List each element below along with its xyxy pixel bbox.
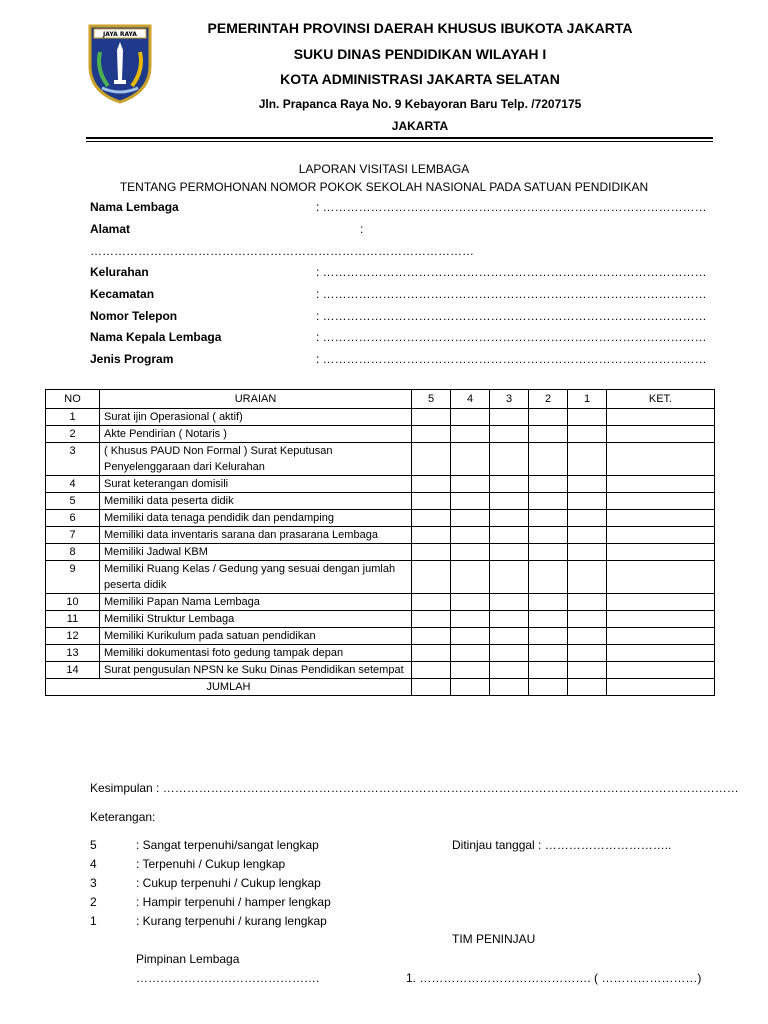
score-cell-ket[interactable] [607,594,715,611]
score-cell-3[interactable] [490,544,529,561]
score-cell-3[interactable] [490,611,529,628]
score-cell-3[interactable] [490,426,529,443]
header-ket: KET. [607,390,715,409]
score-cell-2[interactable] [529,594,568,611]
field-label-nama-kepala-lembaga: Nama Kepala Lembaga [90,330,222,344]
score-cell-4[interactable] [451,426,490,443]
score-cell-1[interactable] [568,628,607,645]
row-number: 9 [46,561,100,594]
score-cell-5[interactable] [412,544,451,561]
score-cell-4[interactable] [451,409,490,426]
score-cell-5[interactable] [412,611,451,628]
table-row [46,426,715,443]
jakarta-coat-of-arms-logo [86,22,154,104]
row-uraian: Memiliki Kurikulum pada satuan pendidikan [100,628,412,645]
score-cell-2[interactable] [529,426,568,443]
svg-text:JAYA RAYA: JAYA RAYA [103,31,137,38]
score-cell-1[interactable] [568,594,607,611]
total-cell-1[interactable] [568,679,607,696]
score-cell-2[interactable] [529,409,568,426]
score-cell-ket[interactable] [607,476,715,493]
score-cell-5[interactable] [412,426,451,443]
table-header-row [46,390,715,409]
table-row [46,611,715,628]
score-cell-1[interactable] [568,561,607,594]
pimpinan-lembaga-label: Pimpinan Lembaga [136,952,240,966]
field-value-alamat[interactable]: : [360,222,364,236]
legend-num: 3 [90,876,97,890]
field-label-jenis-program: Jenis Program [90,352,174,366]
score-cell-ket[interactable] [607,409,715,426]
total-label: JUMLAH [46,679,412,696]
score-cell-4[interactable] [451,527,490,544]
total-cell-4[interactable] [451,679,490,696]
score-cell-5[interactable] [412,628,451,645]
table-total-row [46,679,715,696]
score-cell-4[interactable] [451,493,490,510]
row-uraian: Surat ijin Operasional ( aktif) [100,409,412,426]
row-uraian: Memiliki Jadwal KBM [100,544,412,561]
score-cell-2[interactable] [529,493,568,510]
score-cell-2[interactable] [529,561,568,594]
table-row [46,544,715,561]
score-cell-3[interactable] [490,409,529,426]
score-cell-3[interactable] [490,510,529,527]
score-cell-1[interactable] [568,476,607,493]
score-cell-2[interactable] [529,544,568,561]
header-score-2: 2 [529,390,568,409]
score-cell-5[interactable] [412,594,451,611]
letterhead-line2: SUKU DINAS PENDIDIKAN WILAYAH I [293,46,547,62]
score-cell-ket[interactable] [607,544,715,561]
row-number: 4 [46,476,100,493]
row-uraian: Memiliki Ruang Kelas / Gedung yang sesuai dengan jumlah peserta didik [100,561,412,594]
score-cell-2[interactable] [529,628,568,645]
score-cell-ket[interactable] [607,510,715,527]
row-number: 12 [46,628,100,645]
legend-num: 4 [90,857,97,871]
tim-peninjau-label: TIM PENINJAU [452,932,536,946]
row-number: 1 [46,409,100,426]
legend-text: : Hampir terpenuhi / hamper lengkap [136,895,331,909]
header-no: NO [46,390,100,409]
score-cell-ket[interactable] [607,493,715,510]
table-row [46,645,715,662]
score-cell-1[interactable] [568,493,607,510]
row-uraian: Surat pengusulan NPSN ke Suku Dinas Pendidikan setempat [100,662,412,679]
score-cell-3[interactable] [490,561,529,594]
table-row [46,510,715,527]
score-cell-ket[interactable] [607,527,715,544]
row-number: 5 [46,493,100,510]
field-label-nomor-telepon: Nomor Telepon [90,309,178,323]
score-cell-ket[interactable] [607,628,715,645]
score-cell-5[interactable] [412,476,451,493]
legend-num: 1 [90,914,97,928]
header-score-5: 5 [412,390,451,409]
field-value-jenis-program[interactable]: : …………………………………………………………………………………… [316,352,707,366]
field-label-nama-lembaga: Nama Lembaga [90,200,179,214]
row-number: 8 [46,544,100,561]
letterhead-rule-thin [86,141,713,142]
score-cell-5[interactable] [412,409,451,426]
legend-text: : Cukup terpenuhi / Cukup lengkap [136,876,321,890]
score-cell-5[interactable] [412,662,451,679]
row-uraian: Memiliki data tenaga pendidik dan pendamping [100,510,412,527]
score-cell-1[interactable] [568,426,607,443]
field-label-kecamatan: Kecamatan [90,287,155,301]
score-cell-2[interactable] [529,527,568,544]
letterhead-rule-thick [86,137,713,139]
table-row [46,409,715,426]
field-value-nama-lembaga[interactable]: : …………………………………………………………………………………… [316,200,707,214]
total-cell-3[interactable] [490,679,529,696]
table-row [46,662,715,679]
score-cell-1[interactable] [568,409,607,426]
score-cell-4[interactable] [451,476,490,493]
score-cell-ket[interactable] [607,611,715,628]
score-cell-3[interactable] [490,476,529,493]
legend-num: 2 [90,895,97,909]
table-row [46,628,715,645]
score-cell-5[interactable] [412,443,451,476]
legend-num: 5 [90,838,97,852]
report-title: LAPORAN VISITASI LEMBAGA [298,162,470,176]
header-score-1: 1 [568,390,607,409]
score-cell-ket[interactable] [607,662,715,679]
row-number: 6 [46,510,100,527]
field-label-alamat: Alamat [90,222,131,236]
field-value-kecamatan[interactable]: : …………………………………………………………………………………… [316,287,707,301]
kesimpulan-line[interactable]: Kesimpulan : ……………………………………………………………………………………………………………………………… [90,781,739,795]
field-label-kelurahan: Kelurahan [90,265,149,279]
legend-text: : Sangat terpenuhi/sangat lengkap [136,838,319,852]
score-cell-1[interactable] [568,510,607,527]
total-cell-ket[interactable] [607,679,715,696]
row-number: 10 [46,594,100,611]
score-cell-4[interactable] [451,662,490,679]
letterhead-line1: PEMERINTAH PROVINSI DAERAH KHUSUS IBUKOTA JAKARTA [207,20,633,36]
field-value-nomor-telepon[interactable]: : …………………………………………………………………………………… [316,309,707,323]
peninjau-signature-line[interactable]: 1. ……………………………………. ( ……………………) [406,971,702,985]
score-cell-4[interactable] [451,628,490,645]
total-cell-2[interactable] [529,679,568,696]
score-cell-5[interactable] [412,645,451,662]
score-cell-1[interactable] [568,611,607,628]
score-cell-1[interactable] [568,443,607,476]
score-cell-4[interactable] [451,443,490,476]
score-cell-1[interactable] [568,527,607,544]
table-row [46,594,715,611]
report-subtitle: TENTANG PERMOHONAN NOMOR POKOK SEKOLAH NASIONAL PADA SATUAN PENDIDIKAN [119,180,649,194]
score-cell-3[interactable] [490,662,529,679]
row-uraian: Memiliki Struktur Lembaga [100,611,412,628]
score-cell-4[interactable] [451,561,490,594]
score-cell-3[interactable] [490,628,529,645]
assessment-table [45,389,715,696]
score-cell-4[interactable] [451,645,490,662]
score-cell-3[interactable] [490,527,529,544]
row-number: 7 [46,527,100,544]
score-cell-2[interactable] [529,662,568,679]
score-cell-5[interactable] [412,510,451,527]
row-uraian: Memiliki data inventaris sarana dan prasarana Lembaga [100,527,412,544]
row-number: 13 [46,645,100,662]
row-uraian: ( Khusus PAUD Non Formal ) Surat Keputusan Penyelenggaraan dari Kelurahan [100,443,412,476]
pimpinan-signature-line[interactable]: ………………………………………. [136,971,320,985]
header-score-3: 3 [490,390,529,409]
table-row [46,476,715,493]
table-row [46,561,715,594]
score-cell-4[interactable] [451,510,490,527]
ditinjau-tanggal[interactable]: Ditinjau tanggal : ………………………….. [452,838,672,852]
row-uraian: Memiliki Papan Nama Lembaga [100,594,412,611]
table-row [46,443,715,476]
score-cell-ket[interactable] [607,561,715,594]
legend-text: : Terpenuhi / Cukup lengkap [136,857,286,871]
score-cell-1[interactable] [568,645,607,662]
score-cell-ket[interactable] [607,426,715,443]
field-value-kelurahan[interactable]: : …………………………………………………………………………………… [316,265,707,279]
field-value-alamat-line2[interactable]: …………………………………………………………………………………… [90,244,474,258]
row-number: 2 [46,426,100,443]
score-cell-1[interactable] [568,662,607,679]
score-cell-ket[interactable] [607,443,715,476]
legend-text: : Kurang terpenuhi / kurang lengkap [136,914,327,928]
score-cell-2[interactable] [529,645,568,662]
score-cell-4[interactable] [451,611,490,628]
keterangan-label: Keterangan: [90,810,156,824]
table-row [46,493,715,510]
letterhead-address: Jln. Prapanca Raya No. 9 Kebayoran Baru Telp. /7207175 [258,97,582,111]
letterhead-line3: KOTA ADMINISTRASI JAKARTA SELATAN [280,71,560,87]
letterhead-city: JAKARTA [391,119,449,133]
row-uraian: Akte Pendirian ( Notaris ) [100,426,412,443]
field-value-nama-kepala-lembaga[interactable]: : …………………………………………………………………………………… [316,330,707,344]
row-uraian: Memiliki data peserta didik [100,493,412,510]
score-cell-ket[interactable] [607,645,715,662]
score-cell-4[interactable] [451,594,490,611]
header-uraian: URAIAN [100,390,412,409]
row-number: 14 [46,662,100,679]
total-cell-5[interactable] [412,679,451,696]
score-cell-3[interactable] [490,443,529,476]
score-cell-5[interactable] [412,527,451,544]
score-cell-5[interactable] [412,493,451,510]
row-uraian: Memiliki dokumentasi foto gedung tampak depan [100,645,412,662]
score-cell-2[interactable] [529,443,568,476]
score-cell-1[interactable] [568,544,607,561]
score-cell-5[interactable] [412,561,451,594]
row-number: 3 [46,443,100,476]
row-number: 11 [46,611,100,628]
row-uraian: Surat keterangan domisili [100,476,412,493]
score-cell-4[interactable] [451,544,490,561]
score-cell-3[interactable] [490,493,529,510]
table-row [46,527,715,544]
score-cell-2[interactable] [529,611,568,628]
score-cell-2[interactable] [529,510,568,527]
score-cell-2[interactable] [529,476,568,493]
header-score-4: 4 [451,390,490,409]
score-cell-3[interactable] [490,594,529,611]
score-cell-3[interactable] [490,645,529,662]
